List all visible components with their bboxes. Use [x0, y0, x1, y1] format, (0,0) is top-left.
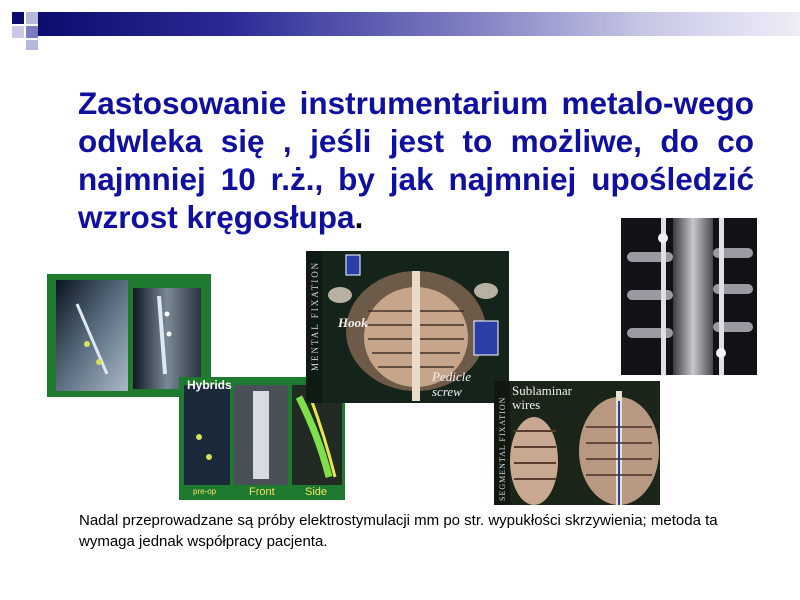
wires-label: wires	[512, 397, 541, 412]
slide-title	[78, 84, 754, 236]
hook-screw-image	[306, 251, 509, 403]
hook-label: Hook	[338, 315, 368, 330]
header-square	[12, 12, 24, 24]
front-label: Front	[249, 486, 275, 498]
slide-header-bar	[38, 12, 800, 36]
screw-label: screw	[432, 384, 462, 399]
spinal-rod-photo	[621, 218, 757, 375]
header-square	[12, 26, 24, 38]
side-label: Side	[305, 486, 328, 498]
segmental-fixation-vertical-label: SEGMENTAL FIXATION	[498, 396, 507, 501]
sublaminar-wires-illustration	[494, 381, 660, 505]
slide-caption: Nadal przeprowadzane są próby elektrostymulacji mm po str. wypukłości skrzywienia; metoda ta wymaga jednak współpracy pacjenta.	[79, 512, 718, 550]
sublaminar-label: Sublaminar	[512, 383, 572, 398]
hook-screw-illustration	[306, 251, 509, 403]
spinal-rod-image	[621, 218, 757, 375]
segmental-fixation-vertical-label: MENTAL FIXATION	[310, 260, 320, 371]
preop-label: pre-op	[193, 487, 217, 496]
slide-title-text: Zastosowanie instrumentarium metalo-wego odwleka się , jeśli jest to możliwe, do co najmniej 10 r.ż., by jak najmniej upośledzić wzrost kręgosłupa	[78, 85, 754, 235]
pedicle-label: Pedicle	[432, 369, 471, 384]
slide-title-period: .	[354, 199, 364, 235]
header-square	[26, 12, 38, 24]
header-square	[26, 40, 38, 50]
header-square	[26, 26, 38, 38]
hybrids-label: Hybrids	[187, 378, 232, 392]
